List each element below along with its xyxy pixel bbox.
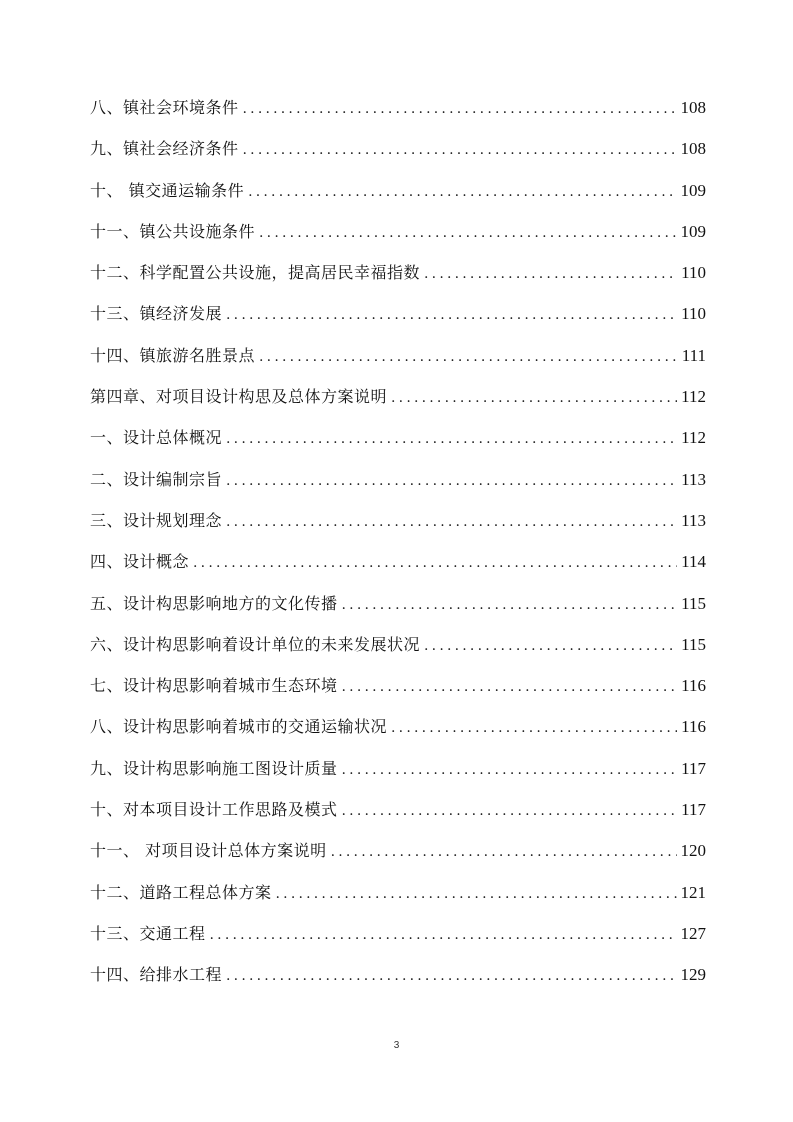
toc-entry-page: 127: [680, 923, 706, 943]
toc-entry[interactable]: [90, 179, 706, 220]
dot-leader: [424, 634, 677, 658]
toc-entry-title: 十、对本项目设计工作思路及模式: [90, 800, 338, 820]
toc-entry-title: 一、设计总体概况: [90, 428, 223, 448]
dot-leader: [226, 510, 677, 534]
dot-leader: [226, 427, 677, 451]
toc-entry-page: 117: [681, 800, 706, 820]
toc-entry-page: 112: [681, 387, 706, 407]
toc-entry[interactable]: [90, 137, 706, 178]
dot-leader: [243, 97, 677, 121]
toc-entry-title: 十、 镇交通运输条件: [90, 180, 245, 200]
dot-leader: [342, 675, 678, 699]
toc-entry[interactable]: [90, 261, 706, 302]
toc-entry-title: 五、设计构思影响地方的文化传播: [90, 593, 338, 613]
toc-entry[interactable]: [90, 592, 706, 633]
toc-entry-page: 111: [681, 345, 706, 365]
toc-entry-title: 六、设计构思影响着设计单位的未来发展状况: [90, 634, 421, 654]
toc-entry-title: 十四、镇旅游名胜景点: [90, 345, 256, 365]
toc-entry-title: 十四、给排水工程: [90, 965, 223, 985]
toc-entry[interactable]: [90, 509, 706, 550]
toc-entry[interactable]: [90, 798, 706, 839]
toc-entry-title: 九、设计构思影响施工图设计质量: [90, 758, 338, 778]
toc-entry-title: 八、设计构思影响着城市的交通运输状况: [90, 717, 388, 737]
toc-entry-title: 第四章、对项目设计构思及总体方案说明: [90, 387, 388, 407]
toc-entry-title: 十二、道路工程总体方案: [90, 882, 272, 902]
page-number: 3: [393, 1040, 400, 1051]
dot-leader: [424, 262, 677, 286]
toc-entry-page: 110: [681, 304, 706, 324]
toc-entry-title: 三、设计规划理念: [90, 510, 223, 530]
toc-entry-title: 四、设计概念: [90, 552, 190, 572]
toc-entry-page: 116: [681, 717, 706, 737]
toc-entry[interactable]: [90, 426, 706, 467]
toc-entry-title: 七、设计构思影响着城市生态环境: [90, 676, 338, 696]
toc-entry[interactable]: [90, 922, 706, 963]
toc-entry-title: 九、镇社会经济条件: [90, 139, 239, 159]
toc-entry-title: 二、设计编制宗旨: [90, 469, 223, 489]
toc-entry-title: 八、镇社会环境条件: [90, 98, 239, 117]
dot-leader: [210, 923, 677, 947]
dot-leader: [193, 551, 677, 575]
toc-entry-page: 115: [681, 593, 706, 613]
dot-leader: [243, 138, 677, 162]
toc-entry-page: 129: [680, 965, 706, 985]
toc-entry-title: 十三、交通工程: [90, 923, 206, 943]
toc-entry-title: 十三、镇经济发展: [90, 304, 223, 324]
toc-entry-page: 117: [681, 758, 706, 778]
toc-entry[interactable]: [90, 633, 706, 674]
toc-entry-page: 114: [681, 552, 706, 572]
toc-entry-page: 109: [680, 221, 706, 241]
toc-entry-title: 十一、镇公共设施条件: [90, 221, 256, 241]
toc-entry[interactable]: [90, 468, 706, 509]
dot-leader: [259, 345, 678, 369]
toc-entry-page: 113: [681, 469, 706, 489]
dot-leader: [276, 882, 677, 906]
toc-entry-page: 110: [681, 263, 706, 283]
toc-entry[interactable]: [90, 963, 706, 1004]
toc-entry-page: 113: [681, 510, 706, 530]
dot-leader: [391, 386, 677, 410]
toc-entry-chapter[interactable]: [90, 385, 706, 426]
dot-leader: [248, 180, 676, 204]
dot-leader: [226, 303, 677, 327]
toc-entry[interactable]: [90, 839, 706, 880]
dot-leader: [226, 964, 676, 988]
toc-entry-page: 120: [680, 841, 706, 861]
toc-entry[interactable]: [90, 302, 706, 343]
toc-entry[interactable]: [90, 881, 706, 922]
table-of-contents: [90, 96, 706, 1005]
dot-leader: [331, 840, 677, 864]
dot-leader: [391, 716, 677, 740]
toc-entry-title: 十一、 对项目设计总体方案说明: [90, 841, 327, 861]
toc-entry[interactable]: [90, 344, 706, 385]
toc-entry[interactable]: [90, 550, 706, 591]
dot-leader: [259, 221, 676, 245]
toc-entry[interactable]: [90, 757, 706, 798]
dot-leader: [226, 469, 677, 493]
toc-entry-page: 108: [680, 139, 706, 159]
toc-entry[interactable]: [90, 674, 706, 715]
toc-entry-page: 115: [681, 634, 706, 654]
toc-entry-page: 108: [680, 98, 706, 117]
dot-leader: [342, 799, 678, 823]
toc-entry-page: 116: [681, 676, 706, 696]
toc-entry-page: 109: [680, 180, 706, 200]
toc-entry-page: 112: [681, 428, 706, 448]
toc-entry-title: 十二、科学配置公共设施，提高居民幸福指数: [90, 263, 421, 283]
toc-entry[interactable]: [90, 220, 706, 261]
toc-entry[interactable]: [90, 715, 706, 756]
dot-leader: [342, 758, 678, 782]
dot-leader: [342, 593, 678, 617]
toc-entry-page: 121: [680, 882, 706, 902]
toc-entry[interactable]: [90, 96, 706, 137]
